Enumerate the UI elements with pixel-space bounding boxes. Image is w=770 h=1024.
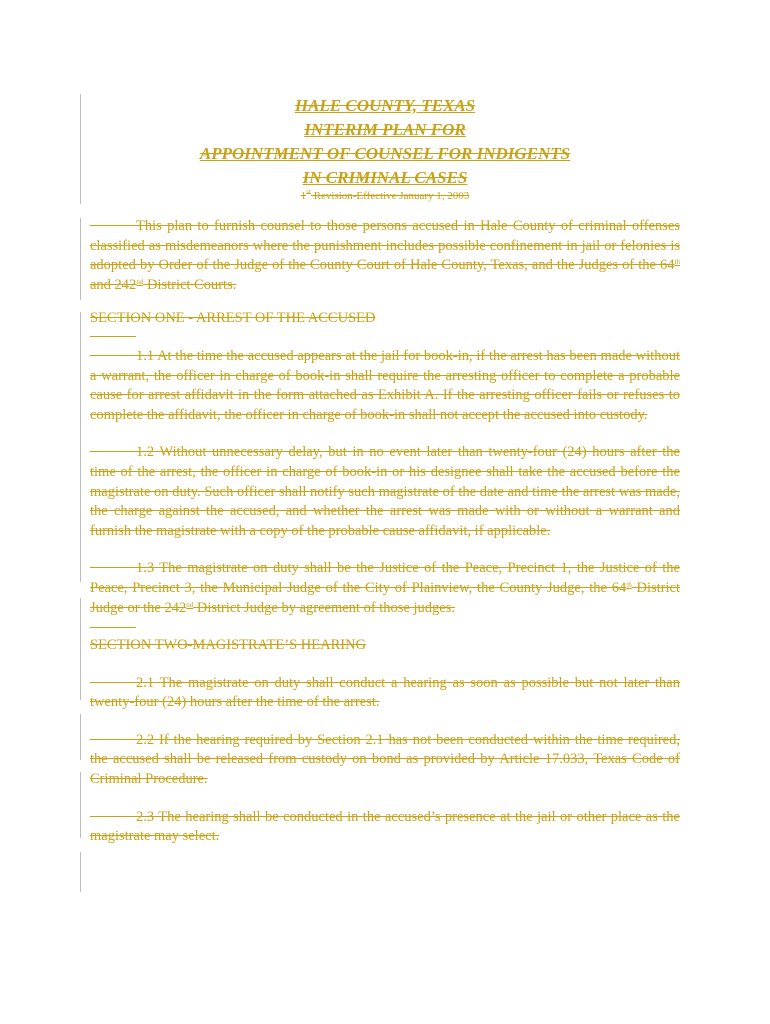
title-line-4: IN CRIMINAL CASES <box>302 168 468 187</box>
change-bar <box>80 312 81 582</box>
change-bar <box>80 598 81 700</box>
document-page <box>90 94 680 847</box>
paragraph-1-2: 1.2 Without unnecessary delay, but in no event later than twenty-four (24) hours after the time of the arrest, the officer in charge of book-in or his designee shall take the accused before the magistrate on duty. Such officer shall notify such magistrate of the date and time the arrest was made, the charge against the accused, and whether the arrest was made with or without a warrant and furnish the magistrate with a copy of the probable cause affidavit, if applicable. <box>90 444 680 539</box>
revision-note: 1st Revision-Effective January 1, 2003 <box>300 188 470 202</box>
section-one-heading: SECTION ONE - ARREST OF THE ACCUSED <box>90 310 376 327</box>
paragraph-1-3: 1.3 The magistrate on duty shall be the Justice of the Peace, Precinct 1, the Justice of the Peace, Precinct 3, the Municipal Judge of the City of Plainview, the County Judge, the 64th District Judge or the 242nd District Judge by agreement of those judges. <box>90 560 680 616</box>
paragraph-2-2: 2.2 If the hearing required by Section 2.1 has not been conducted within the time required, the accused shall be released from custody on bond as provided by Article 17.033, Texas Code of Criminal Procedure. <box>90 731 680 788</box>
change-bar <box>80 218 81 300</box>
title-line-2: INTERIM PLAN FOR <box>304 120 466 139</box>
blank-tab-line <box>90 627 136 628</box>
paragraph-1-1: 1.1 At the time the accused appears at the jail for book-in, if the arrest has been made without a warrant, the officer in charge of book-in shall require the arresting officer to complete a probable cause for arrest affidavit in the form attached as Exhibit A. If the arresting officer fails or refuses to complete the affidavit, the officer in charge of book-in shall not accept the accused into custody. <box>90 347 680 423</box>
intro-paragraph: This plan to furnish counsel to those persons accused in Hale County of criminal offenses classified as misdemeanors where the punishment includes possible confinement in jail or felonies is adopted by Order of the Judge of the County Court of Hale County, Texas, and the Judges of the 64th and 242nd District Courts. <box>90 218 680 293</box>
change-bar <box>80 772 81 838</box>
change-bar <box>80 94 81 204</box>
title-line-1: HALE COUNTY, TEXAS <box>294 96 476 115</box>
change-bar <box>80 714 81 760</box>
paragraph-2-3: 2.3 The hearing shall be conducted in the accused’s presence at the jail or other place as the magistrate may select. <box>90 808 680 845</box>
section-two-heading: SECTION TWO-MAGISTRATE’S HEARING <box>90 637 367 654</box>
document-header <box>90 94 680 203</box>
change-bar <box>80 852 81 892</box>
title-line-3: APPOINTMENT OF COUNSEL FOR INDIGENTS <box>199 144 571 163</box>
paragraph-2-1: 2.1 The magistrate on duty shall conduct a hearing as soon as possible but not later than twenty-four (24) hours after the time of the arrest. <box>90 674 680 711</box>
blank-tab-line <box>90 336 136 337</box>
